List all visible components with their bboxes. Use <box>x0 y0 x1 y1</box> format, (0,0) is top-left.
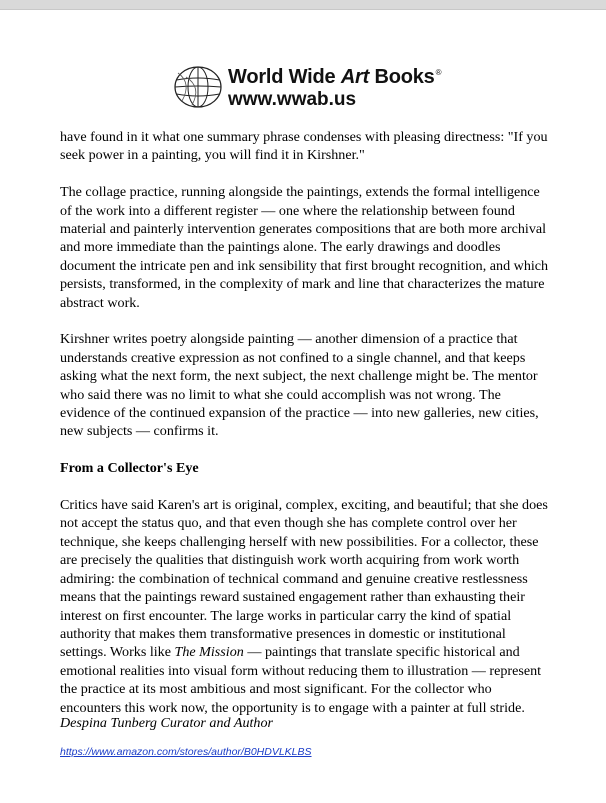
author-store-link[interactable]: https://www.amazon.com/stores/author/B0HDVLKLBS <box>60 746 312 758</box>
section-heading: From a Collector's Eye <box>60 460 199 477</box>
paragraph-intro: have found in it what one summary phrase condenses with pleasing directness: "If you seek power in a painting, you will find it in Kirshner." <box>60 129 548 164</box>
article-body <box>60 128 550 735</box>
page-top-bar <box>0 0 606 10</box>
registered-mark: ® <box>435 68 442 78</box>
paragraph-poetry: Kirshner writes poetry alongside painting — another dimension of a practice that understands creative expression as not confined to a single channel, and that keeps asking what the next form, the next subject, the next challenge might be. The mentor who said there was no limit to what she could accomplish was not wrong. The evidence of the continued expansion of the practice — into new galleries, new cities, new subjects — confirms it. <box>60 331 539 440</box>
artwork-title: The Mission <box>174 644 244 661</box>
author-signature: Despina Tunberg Curator and Author <box>60 715 273 731</box>
globe-logo-icon <box>172 63 224 111</box>
logo-title: World Wide Art Books® <box>228 66 442 88</box>
paragraph-collage: The collage practice, running alongside the paintings, extends the formal intelligence of the work into a different register — one where the relationship between found material and painterly intervention generates compositions that are both more archival and more immediate than the paintings alone. The early drawings and doodles document the intricate pen and ink sensibility that first brought recognition, and which persists, transformed, in the complexity of mark and line that characterizes the mature abstract work. <box>60 184 549 311</box>
logo <box>172 63 442 113</box>
logo-url: www.wwab.us <box>228 89 357 110</box>
paragraph-collector: Critics have said Karen's art is original, complex, exciting, and beautiful; that she does not accept the status quo, and that even though she has complete control over her technique, she keeps challenging herself with new possibilities. For a collector, these are precisely the qualities that distinguish work worth acquiring from work worth admiring: the combination of technical command and genuine creative restlessness means that the paintings reward sustained engagement rather than exhausting their interest on first encounter. The large works in particular carry the kind of spatial authority that makes them transformative presences in domestic or institutional settings. Works like The Mission — paintings that translate specific historical and emotional realities into visual form without reducing them to illustration — represent the practice at its most ambitious and most significant. For the collector who encounters this work now, the opportunity is to engage with a painter at full stride. <box>60 497 548 716</box>
